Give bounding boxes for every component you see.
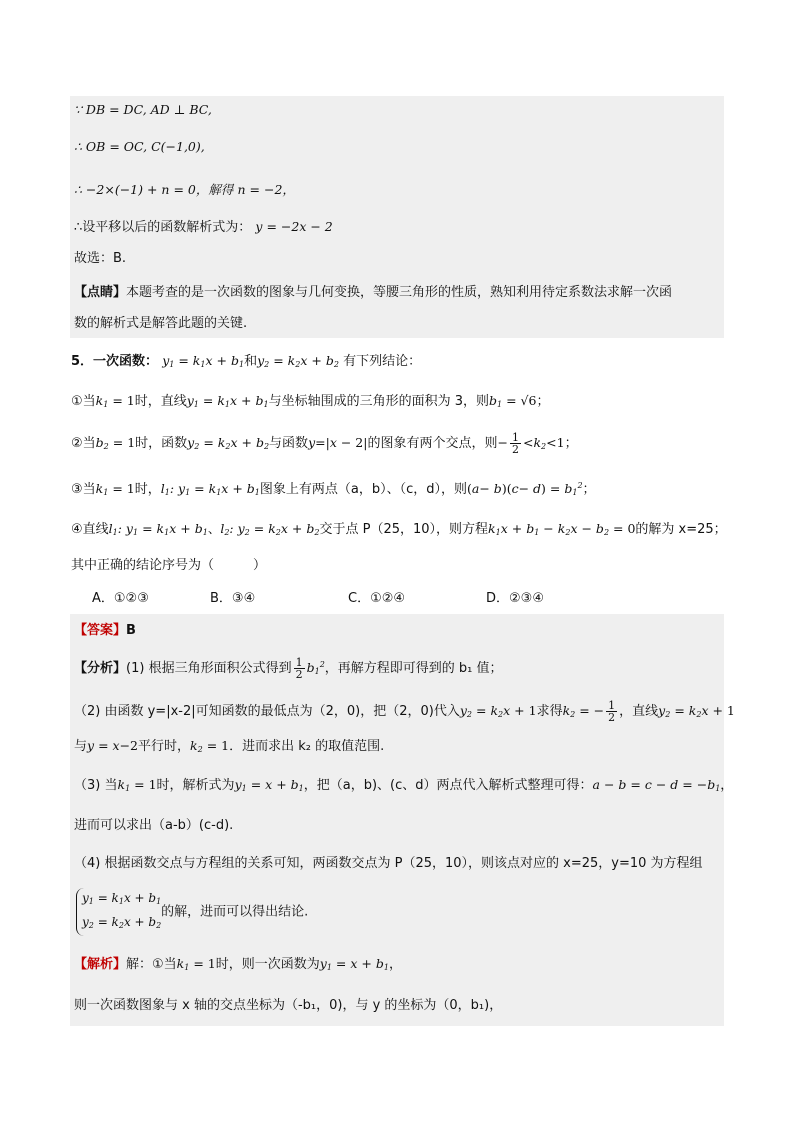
c2-text-2: 的图象有两个交点，则 (367, 436, 498, 451)
c3-end: ； (582, 482, 596, 497)
option-d[interactable]: D．②③④ (486, 591, 544, 606)
analysis-p1-a: (1) 根据三角形面积公式得到 (126, 661, 292, 676)
analysis-line-5: 进而可以求出（a-b）(c-d). (74, 818, 234, 833)
analysis-p2-c: ，直线 (619, 704, 659, 719)
question-stem: 5．一次函数： $y_1 = k_1x + b_1$和$y_2 = k_2x + b_2$ 有下列结论： (71, 353, 422, 369)
line-db-dc: ∵ DB = DC, AD ⊥ BC, (74, 102, 212, 117)
option-c[interactable]: C．①②④ (348, 591, 406, 606)
solution-line-1: 【解析】解：①当$k_1 = 1$时，则一次函数为$y_1 = x + b_1$， (74, 956, 402, 972)
line-shifted-function (74, 218, 333, 237)
analysis-p7: 的解，进而可以得出结论. (161, 904, 309, 920)
question-number: 5．一次函数： (71, 354, 159, 369)
analysis-line-3: 与y = x−2平行时，$k_2 = 1$．进而求出 k₂ 的取值范围. (74, 738, 385, 754)
c1-text: 与坐标轴围成的三角形的面积为 3，则 (268, 394, 490, 409)
analysis-p3-a: 与 (74, 739, 88, 754)
comment-line-2: 数的解析式是解答此题的关键. (74, 316, 248, 331)
shifted-function-label: ∴设平移以后的函数解析式为： (74, 220, 252, 235)
c1-prefix: ①当 (71, 394, 96, 409)
conclusion-4: ④直线$l_1$: $y_1 = k_1x + b_1$、$l_2$: $y_2 = k_2x + b_2$交于点 P（25，10），则方程$k_1x + b_1 - k_2x - b_2 = 0$的解为 x=25； (71, 521, 727, 537)
analysis-p4-b: 时，解析式为 (156, 778, 235, 793)
option-a[interactable]: A．①②③ (92, 591, 149, 606)
option-b[interactable]: B．③④ (210, 591, 256, 606)
c3-mid: 时， (134, 482, 161, 497)
c4-end: 的解为 x=25； (635, 522, 727, 537)
shifted-function-formula: y = −2x − 2 (255, 219, 333, 234)
c3-text: 图象上有两点（a，b）、（c，d），则 (259, 482, 468, 497)
answer-value: B (126, 623, 136, 638)
c4-text: 交于点 P（25，10），则方程 (319, 522, 489, 537)
c2-mid: 时，函数 (135, 436, 188, 451)
line-solve-n-eq: ∴ −2×(−1) + n = 0，解得 (74, 182, 234, 197)
fraction-neg-half: $\frac{1}{2}$ (608, 699, 616, 724)
answer-tag: 【答案】 (74, 623, 127, 638)
analysis-p3-c: ．进而求出 k₂ 的取值范围. (229, 739, 385, 754)
analysis-line-7 (74, 888, 308, 936)
solution-s1-a: 解：①当 (126, 957, 177, 972)
answer-line (74, 622, 136, 640)
c3-prefix: ③当 (71, 482, 96, 497)
c2-text: 与函数 (269, 436, 309, 451)
analysis-p3-b: 平行时， (138, 739, 191, 754)
analysis-tag: 【分析】 (74, 661, 127, 676)
line-solve-n-result: n = −2， (237, 182, 295, 197)
comment-line-1 (74, 284, 672, 302)
question-ask: 其中正确的结论序号为（ ） (71, 558, 267, 573)
analysis-p1-b: ，再解方程即可得到的 b₁ 值； (324, 661, 503, 676)
analysis-line-6: （4) 根据函数交点与方程组的关系可知，两函数交点为 P（25，10），则该点对应的 x=25，y=10 为方程组 (74, 856, 703, 871)
analysis-p4-c: ，把（a，b)、(c、d）两点代入解析式整理可得： (303, 778, 593, 793)
conclusion-2: ②当$b_2 = 1$时，函数$y_2 = k_2x + b_2$与函数y=|x − 2|的图象有两个交点，则− $\frac{1}{2}$ $<k_2<1$； (71, 431, 578, 456)
solution-s1-b: 时，则一次函数为 (215, 957, 320, 972)
conclusion-3: ③当$k_1 = 1$时，$l_1$: $y_1 = k_1x + b_1$图象上有两点（a，b）、（c，d），则$(a- b)(c- d) = b_1^2$； (71, 481, 596, 497)
comment-tag: 【点睛】 (74, 285, 127, 300)
c4-prefix: ④直线 (71, 522, 109, 537)
analysis-p4-a: （3) 当 (74, 778, 118, 793)
equation-system: $y_1 = k_1x + b_1$ $y_2 = k_2x + b_2$ (76, 888, 161, 936)
line-ob-oc: ∴ OB = OC, C(−1,0), (74, 139, 205, 154)
c1-end: ； (536, 394, 550, 409)
solution-tag: 【解析】 (74, 957, 127, 972)
question-stem-tail: 有下列结论： (343, 354, 422, 369)
comment-text-1: 本题考查的是一次函数的图象与几何变换，等腰三角形的性质，熟知利用待定系数法求解一次函 (126, 285, 673, 300)
analysis-line-4: （3) 当$k_1 = 1$时，解析式为$y_1 = x + b_1$，把（a，b)、(c、d）两点代入解析式整理可得：$a - b = c - d = -b_1$， (74, 777, 734, 793)
conclusion-1: ①当$k_1 = 1$时，直线$y_1 = k_1x + b_1$与坐标轴围成的三角形的面积为 3，则$b_1 = √6$； (71, 393, 550, 409)
line-solve-n (74, 181, 295, 200)
analysis-line-2: （2) 由函数 y=|x-2|可知函数的最低点为（2，0)，把（2，0)代入$y_2 = k_2x + 1$求得$k_2$ = − $\frac{1}{2}$ ，直线$y_2 = k_2x + 1$ (74, 699, 735, 724)
fraction-half: $\frac{1}{2}$ (511, 431, 519, 456)
c1-mid: 时，直线 (134, 394, 187, 409)
fraction-half-b1: $\frac{1}{2}$ (295, 656, 303, 681)
analysis-p2-a: （2) 由函数 y=|x-2|可知函数的最低点为（2，0)，把（2，0)代入 (74, 704, 460, 719)
analysis-line-1: 【分析】(1) 根据三角形面积公式得到 $\frac{1}{2}$ $b_1^2$，再解方程即可得到的 b₁ 值； (74, 656, 503, 681)
options-row (92, 590, 544, 608)
c2-end: ； (564, 436, 578, 451)
line-choice: 故选：B. (74, 251, 127, 266)
analysis-p2-b: 求得 (536, 704, 563, 719)
solution-line-2: 则一次函数图象与 x 轴的交点坐标为（-b₁，0)，与 y 的坐标为（0，b₁)， (74, 998, 503, 1013)
analysis-p4-d: ， (720, 778, 734, 793)
c2-prefix: ②当 (71, 436, 96, 451)
solution-s1-c: ， (388, 957, 402, 972)
